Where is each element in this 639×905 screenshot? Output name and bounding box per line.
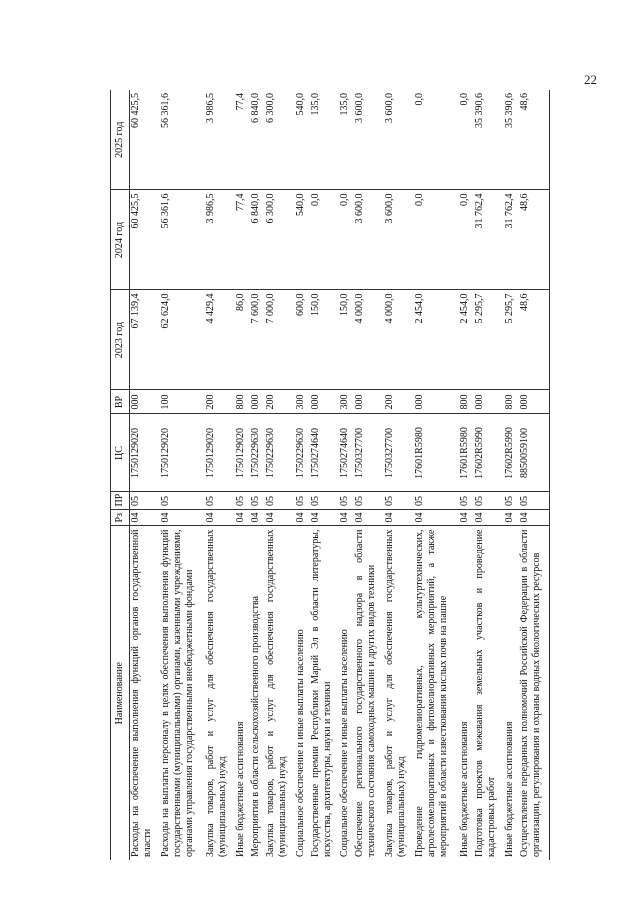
- cell-pr: 05: [205, 492, 235, 510]
- table-body: [130, 90, 550, 860]
- cell-name: Иные бюджетные ассигнования: [504, 526, 519, 860]
- cell-2023: 48,6: [519, 290, 550, 390]
- cell-2023: 86,0: [235, 290, 250, 390]
- cell-2025: 0,0: [459, 93, 471, 106]
- header-name: Наименование: [111, 526, 130, 860]
- budget-table: [110, 90, 550, 860]
- cell-rz: 04: [310, 510, 340, 526]
- table-row: [235, 90, 250, 860]
- cell-2025: 60 425,5: [130, 93, 141, 128]
- cell-2023: 4 000,0: [354, 290, 384, 390]
- cell-pr: 05: [160, 492, 205, 510]
- cell-2025: 135,0: [339, 93, 351, 116]
- header-cs: ЦС: [111, 414, 130, 492]
- table-row: [250, 90, 265, 860]
- cell-vr: 800: [504, 390, 519, 414]
- cell-vr: 300: [295, 390, 310, 414]
- cell-2024: 31 762,4: [474, 190, 504, 290]
- cell-vr: 000: [250, 390, 265, 414]
- cell-rz: 04: [414, 510, 459, 526]
- cell-name: Социальное обеспечение и иные выплаты населению: [339, 526, 354, 860]
- cell-cs: 1750274640: [339, 414, 354, 492]
- cell-name: Государственные премии Республики Марий Эл в области литературы, искусства, архитектуры, науки и техники: [310, 526, 340, 860]
- cell-vr: 800: [459, 390, 474, 414]
- cell-2023: 7 600,0: [250, 290, 265, 390]
- cell-cs: 1750129020: [160, 414, 205, 492]
- cell-name: Обеспечение регионального государственного надзора в области технического состояния самоходных машин и других видов техники: [354, 526, 384, 860]
- cell-2025: 540,0: [294, 93, 306, 116]
- cell-cs: 1750229630: [250, 414, 265, 492]
- cell-2023: 150,0: [339, 290, 354, 390]
- cell-pr: 05: [339, 492, 354, 510]
- cell-name: Подготовка проектов межевания земельных участков и проведение кадастровых работ: [474, 526, 504, 860]
- cell-cs: 1750129020: [130, 414, 161, 492]
- cell-cs: 1750327700: [354, 414, 384, 492]
- cell-name: Иные бюджетные ассигнования: [459, 526, 474, 860]
- cell-2024: 77,4: [235, 190, 250, 290]
- cell-2025: 3 986,5: [204, 93, 216, 123]
- cell-2023: 62 624,0: [160, 290, 205, 390]
- cell-rz: 04: [130, 510, 161, 526]
- table-row: [310, 90, 340, 860]
- cell-name: Проведение гидромелиоративных, культуртехнических, агролесомелиоративных и фитомелиоративных мероприятий, а также мероприятий в области известкования кислых почв на пашне: [414, 526, 459, 860]
- cell-rz: 04: [504, 510, 519, 526]
- table-row: [339, 90, 354, 860]
- cell-cs: 8850059100: [519, 414, 550, 492]
- cell-name: Расходы на выплаты персоналу в целях обеспечения выполнения функций государственными (муниципальными) органами, казенными учреждениями, органами управления государственными внебюджетными фондами: [160, 526, 205, 860]
- cell-2025: 3 600,0: [354, 93, 366, 123]
- table-row: [265, 90, 295, 860]
- table-row: [384, 90, 414, 860]
- cell-2024: 0,0: [310, 190, 340, 290]
- page-number: 22: [584, 72, 597, 87]
- cell-cs: 1750129020: [235, 414, 250, 492]
- cell-cs: 1750274640: [310, 414, 340, 492]
- cell-cs: 17601R5980: [459, 414, 474, 492]
- table-row: [474, 90, 504, 860]
- cell-2023: 2 454,0: [414, 290, 459, 390]
- cell-pr: 05: [130, 492, 161, 510]
- table-row: [459, 90, 474, 860]
- table-row: [414, 90, 459, 860]
- cell-name: Иные бюджетные ассигнования: [235, 526, 250, 860]
- cell-pr: 05: [504, 492, 519, 510]
- header-2025: 2025 год: [111, 90, 130, 190]
- cell-2025: 3 600,0: [384, 93, 396, 123]
- cell-2023: 67 139,4: [130, 290, 161, 390]
- cell-vr: 000: [414, 390, 459, 414]
- cell-2024: 3 600,0: [354, 190, 384, 290]
- cell-cs: 1750229630: [265, 414, 295, 492]
- cell-2025: 77,4: [234, 93, 246, 111]
- cell-cs: 17602R5990: [474, 414, 504, 492]
- cell-vr: 000: [130, 390, 161, 414]
- cell-pr: 05: [519, 492, 550, 510]
- cell-rz: 04: [384, 510, 414, 526]
- cell-2024: 60 425,5: [130, 190, 161, 290]
- cell-name: Закупка товаров, работ и услуг для обеспечения государственных (муниципальных) нужд: [384, 526, 414, 860]
- cell-2024: 0,0: [459, 190, 474, 290]
- table-row: [295, 90, 310, 860]
- header-2023: 2023 год: [111, 290, 130, 390]
- cell-pr: 05: [295, 492, 310, 510]
- table-row: [130, 90, 161, 860]
- cell-name: Закупка товаров, работ и услуг для обеспечения государственных (муниципальных) нужд: [205, 526, 235, 860]
- cell-pr: 05: [459, 492, 474, 510]
- cell-vr: 000: [310, 390, 340, 414]
- cell-name: Расходы на обеспечение выполнения функций органов государственной власти: [130, 526, 161, 860]
- table-row: [354, 90, 384, 860]
- cell-rz: 04: [235, 510, 250, 526]
- cell-2024: 540,0: [295, 190, 310, 290]
- cell-vr: 300: [339, 390, 354, 414]
- cell-2023: 5 295,7: [474, 290, 504, 390]
- header-pr: ПР: [111, 492, 130, 510]
- cell-pr: 05: [414, 492, 459, 510]
- cell-cs: 1750129020: [205, 414, 235, 492]
- cell-2024: 3 986,5: [205, 190, 235, 290]
- cell-2023: 600,0: [295, 290, 310, 390]
- cell-vr: 100: [160, 390, 205, 414]
- cell-rz: 04: [250, 510, 265, 526]
- cell-rz: 04: [519, 510, 550, 526]
- cell-vr: 200: [384, 390, 414, 414]
- cell-2025: 35 390,6: [474, 93, 486, 128]
- cell-2023: 7 000,0: [265, 290, 295, 390]
- cell-cs: 1750229630: [295, 414, 310, 492]
- cell-rz: 04: [265, 510, 295, 526]
- cell-rz: 04: [339, 510, 354, 526]
- cell-2024: 6 840,0: [250, 190, 265, 290]
- cell-2025: 56 361,6: [160, 93, 172, 128]
- cell-pr: 05: [265, 492, 295, 510]
- cell-pr: 05: [384, 492, 414, 510]
- cell-2023: 4 000,0: [384, 290, 414, 390]
- table-row: [205, 90, 235, 860]
- cell-cs: 17601R5980: [414, 414, 459, 492]
- cell-2023: 5 295,7: [504, 290, 519, 390]
- cell-name: Мероприятия в области сельскохозяйственного производства: [250, 526, 265, 860]
- cell-pr: 05: [474, 492, 504, 510]
- cell-vr: 000: [354, 390, 384, 414]
- table-row: [504, 90, 519, 860]
- cell-2024: 56 361,6: [160, 190, 205, 290]
- cell-rz: 04: [295, 510, 310, 526]
- cell-2025: 48,6: [519, 90, 550, 190]
- cell-name: Осуществление переданных полномочий Российской Федерации в области организации, регулирования и охраны водных биологических ресурсов: [519, 526, 550, 860]
- cell-vr: 200: [205, 390, 235, 414]
- cell-2024: 48,6: [519, 190, 550, 290]
- cell-2024: 0,0: [414, 190, 459, 290]
- cell-rz: 04: [354, 510, 384, 526]
- cell-vr: 000: [519, 390, 550, 414]
- cell-vr: 200: [265, 390, 295, 414]
- cell-vr: 800: [235, 390, 250, 414]
- cell-pr: 05: [310, 492, 340, 510]
- cell-2024: 3 600,0: [384, 190, 414, 290]
- cell-pr: 05: [250, 492, 265, 510]
- cell-2025: 35 390,6: [503, 93, 515, 128]
- cell-2025: 0,0: [414, 93, 426, 106]
- cell-2025: 135,0: [309, 93, 321, 116]
- cell-cs: 17602R5990: [504, 414, 519, 492]
- rotated-table-wrapper: [110, 90, 550, 860]
- cell-2023: 150,0: [310, 290, 340, 390]
- cell-rz: 04: [205, 510, 235, 526]
- cell-2024: 6 300,0: [265, 190, 295, 290]
- cell-2025: 6 300,0: [264, 93, 276, 123]
- header-rz: Рз: [111, 510, 130, 526]
- cell-vr: 000: [474, 390, 504, 414]
- cell-rz: 04: [474, 510, 504, 526]
- cell-2023: 2 454,0: [459, 290, 474, 390]
- header-vr: ВР: [111, 390, 130, 414]
- cell-rz: 04: [160, 510, 205, 526]
- cell-pr: 05: [235, 492, 250, 510]
- cell-2024: 31 762,4: [504, 190, 519, 290]
- cell-name: Социальное обеспечение и иные выплаты населению: [295, 526, 310, 860]
- cell-2024: 0,0: [339, 190, 354, 290]
- cell-name: Закупка товаров, работ и услуг для обеспечения государственных (муниципальных) нужд: [265, 526, 295, 860]
- cell-pr: 05: [354, 492, 384, 510]
- cell-cs: 1750327700: [384, 414, 414, 492]
- table-row: [519, 90, 550, 860]
- table-header: [111, 90, 130, 860]
- table-row: [160, 90, 205, 860]
- cell-rz: 04: [459, 510, 474, 526]
- cell-2025: 6 840,0: [249, 93, 261, 123]
- header-2024: 2024 год: [111, 190, 130, 290]
- cell-2023: 4 429,4: [205, 290, 235, 390]
